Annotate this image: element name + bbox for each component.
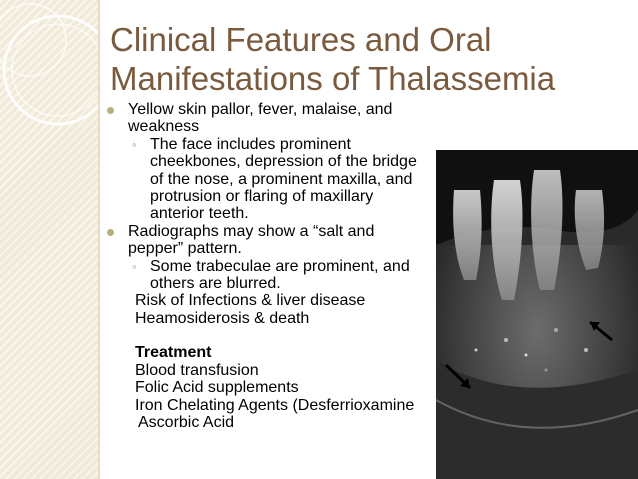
bullet-text: Radiographs may show a “salt and [128,222,375,240]
plain-line: Heamosiderosis & death [135,309,310,327]
bullet-text-continued: pepper” pattern. [128,240,242,258]
dental-radiograph-image [436,150,638,479]
circle-ornament [0,0,98,479]
slide-title [110,20,630,98]
sub-bullet-text-continued: cheekbones, depression of the bridge [150,153,417,171]
bullet-text: Yellow skin pallor, fever, malaise, and [128,101,393,118]
sub-bullet-text-continued: of the nose, a prominent maxilla, and [150,170,413,188]
plain-line: Risk of Infections & liver disease [135,292,366,310]
treatment-item: Ascorbic Acid [138,413,235,431]
treatment-item: Iron Chelating Agents (Desferrioxamine [135,396,415,414]
title-line-2: Manifestations of Thalassemia [110,60,556,97]
sub-bullet-circle-icon: ◦ [132,136,137,152]
sub-bullet-text: Some trabeculae are prominent, and [150,257,410,275]
sub-bullet-text: The face includes prominent [150,135,351,153]
bullet-dot-icon [107,107,114,114]
treatment-item: Blood transfusion [135,361,259,379]
treatment-item: Folic Acid supplements [135,379,299,397]
treatment-heading: Treatment [135,344,212,362]
sub-bullet-text-continued: others are blurred. [150,275,281,293]
bullet-item [100,101,460,118]
sub-bullet-text-continued: anterior teeth. [150,205,249,223]
sub-bullet-text-continued: protrusion or flaring of maxillary [150,188,374,206]
bullet-dot-icon [107,229,114,236]
decorative-side-band [0,0,98,479]
title-line-1: Clinical Features and Oral [110,21,492,58]
sub-bullet-item [100,136,460,153]
sub-bullet-item [100,258,460,275]
bullet-item [100,223,460,240]
bullet-text-continued: weakness [128,118,200,136]
slide-body [100,101,460,431]
sub-bullet-circle-icon: ◦ [132,258,137,274]
